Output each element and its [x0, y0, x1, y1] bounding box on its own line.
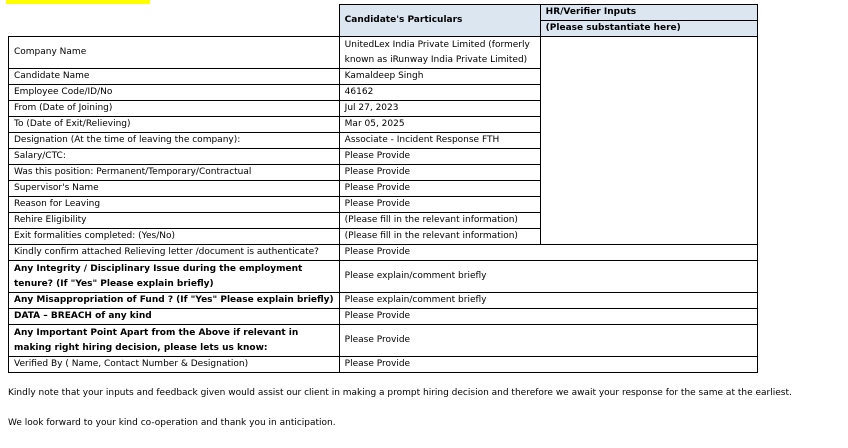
- row-label: Kindly confirm attached Relieving letter /document is authenticate?: [9, 245, 340, 261]
- row-value: Please Provide: [339, 325, 757, 357]
- row-value: (Please fill in the relevant information): [339, 229, 540, 245]
- row-value: (Please fill in the relevant information): [339, 213, 540, 229]
- header-blank-cell: [9, 5, 340, 37]
- table-row: [9, 245, 758, 261]
- table-row: [9, 293, 758, 309]
- row-label: Any Misappropriation of Fund ? (If "Yes" Please explain briefly): [9, 293, 340, 309]
- row-label: Company Name: [9, 37, 340, 69]
- verification-table: [8, 4, 758, 373]
- row-label: Exit formalities completed: (Yes/No): [9, 229, 340, 245]
- row-value: Jul 27, 2023: [339, 101, 540, 117]
- row-label: Verified By ( Name, Contact Number & Designation): [9, 357, 340, 373]
- row-label: To (Date of Exit/Relieving): [9, 117, 340, 133]
- row-value: Please explain/comment briefly: [339, 293, 757, 309]
- row-value: Please Provide: [339, 181, 540, 197]
- row-value: Mar 05, 2025: [339, 117, 540, 133]
- row-label: From (Date of Joining): [9, 101, 340, 117]
- row-label: Was this position: Permanent/Temporary/Contractual: [9, 165, 340, 181]
- row-value: Please Provide: [339, 149, 540, 165]
- row-label: DATA – BREACH of any kind: [9, 309, 340, 325]
- table-row: [9, 325, 758, 357]
- row-label: Reason for Leaving: [9, 197, 340, 213]
- table-row: [9, 309, 758, 325]
- header-candidate-particulars: Candidate's Particulars: [339, 5, 540, 37]
- header-hr-verifier-inputs: HR/Verifier Inputs: [540, 5, 757, 21]
- table-row: [9, 261, 758, 293]
- row-label: Any Integrity / Disciplinary Issue during the employment tenure? (If "Yes" Please explain briefly): [9, 261, 340, 293]
- row-label: Rehire Eligibility: [9, 213, 340, 229]
- row-value: Kamaldeep Singh: [339, 69, 540, 85]
- hr-input-area[interactable]: [540, 37, 757, 245]
- closing-note: Kindly note that your inputs and feedback given would assist our client in making a prompt hiring decision and therefore we await your response for the same at the earliest.: [8, 388, 792, 398]
- table-row: [9, 37, 758, 69]
- row-value: Associate - Incident Response FTH: [339, 133, 540, 149]
- row-value: UnitedLex India Private Limited (formerly known as iRunway India Private Limited): [339, 37, 540, 69]
- row-label: Salary/CTC:: [9, 149, 340, 165]
- row-value: Please explain/comment briefly: [339, 261, 757, 293]
- row-value: Please Provide: [339, 309, 757, 325]
- row-value: Please Provide: [339, 165, 540, 181]
- row-value: Please Provide: [339, 197, 540, 213]
- row-label: Employee Code/ID/No: [9, 85, 340, 101]
- header-hr-substantiate: (Please substantiate here): [540, 21, 757, 37]
- row-label: Any Important Point Apart from the Above if relevant in making right hiring decision, please lets us know:: [9, 325, 340, 357]
- row-label: Supervisor's Name: [9, 181, 340, 197]
- row-value: 46162: [339, 85, 540, 101]
- row-value: Please Provide: [339, 357, 757, 373]
- row-value: Please Provide: [339, 245, 757, 261]
- table-row: [9, 357, 758, 373]
- thank-you-note: We look forward to your kind co-operation and thank you in anticipation.: [8, 418, 336, 428]
- row-label: Designation (At the time of leaving the company):: [9, 133, 340, 149]
- row-label: Candidate Name: [9, 69, 340, 85]
